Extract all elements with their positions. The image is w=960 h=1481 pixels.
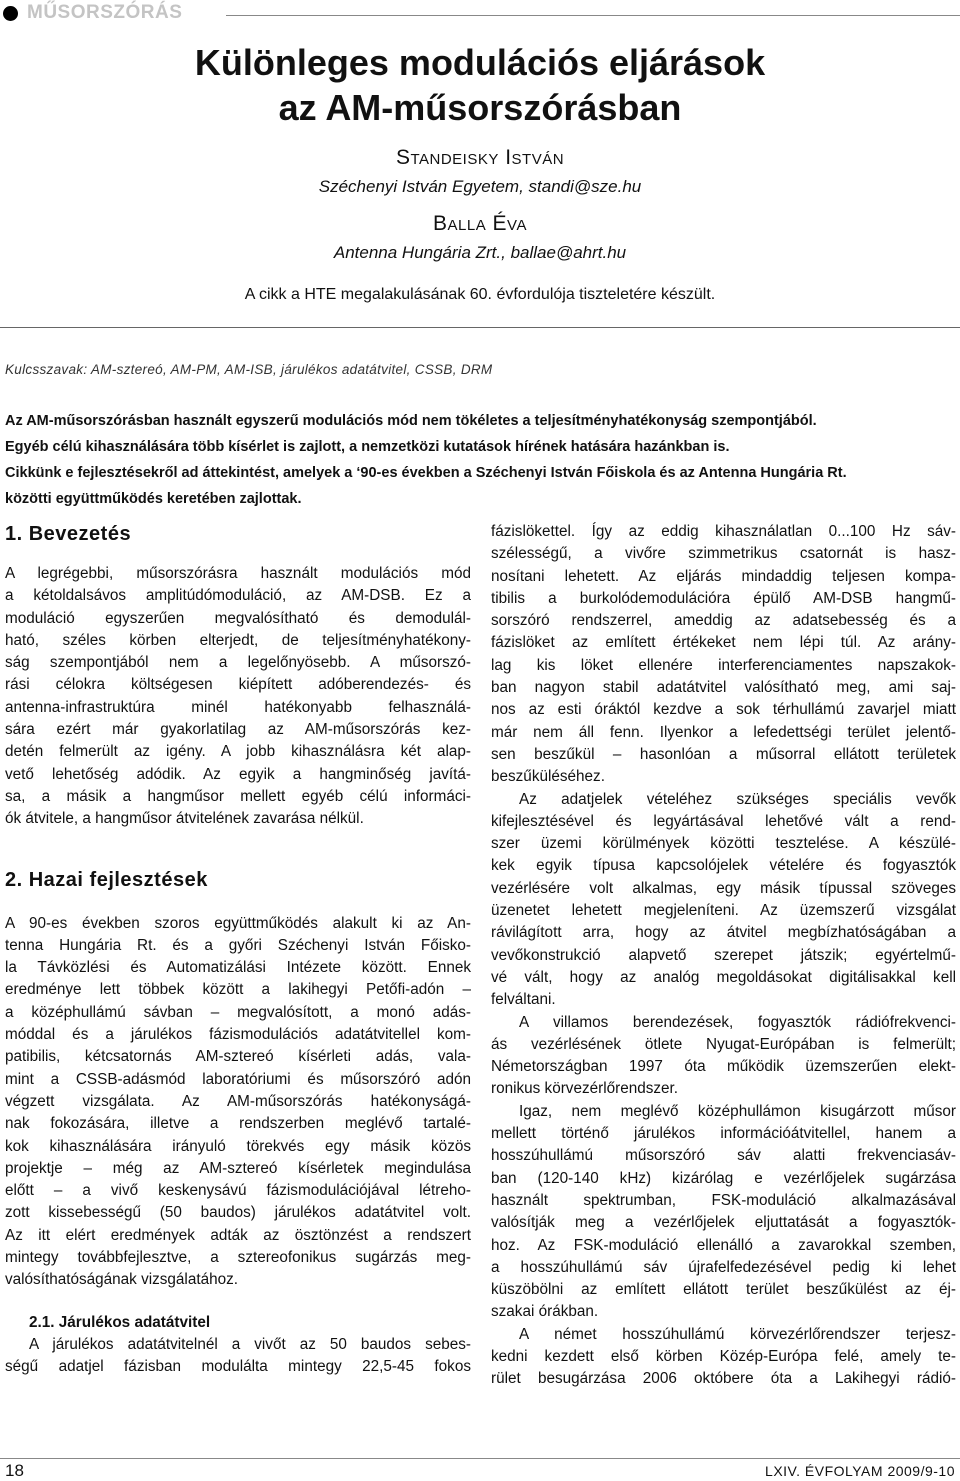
author-affiliation: Antenna Hungária Zrt., ballae@ahrt.hu [333, 243, 627, 262]
author-affiliation: Széchenyi István Egyetem, standi@sze.hu [318, 177, 642, 196]
paragraph: fázislökettel. Így az eddig kihasználatlan 0...100 Hz sáv- szélességű, a vivőre szimmetrikus csatornát is hasz- nosítani lehetett. Az eljárás mindaddig teljesen kompa- tibilis a burkolódemodulációra épülő AM-DSB hangmű- sorszóró rendszerrel, ameddig az adatsebesség és a fázislöket az említett értékeket nem lépi túl. Az arány- lag kis löket ellenére interferenciamentes napszakok- ban nagyon stabil adatátvitel valósítható meg, ami saj- nos az esti óráktól kezdve a sok térhullámú zavarjel miatt már nem áll fenn. Ilyenkor a lefedettségi terület jelentő- sen beszűkül – hasonlóan a műsorral ellátott területek beszűküléséhez. [491, 523, 956, 786]
abstract [5, 408, 955, 512]
abstract-line: közötti együttműködés keretében zajlottak. [5, 491, 302, 507]
issue-label: LXIV. ÉVFOLYAM 2009/9-10 [765, 1463, 955, 1479]
paragraph: A 90-es években szoros együttműködés alakult ki az An- tenna Hungária Rt. és a győri Széchenyi István Főisko- la Távközlési és Automatizálási Intézete között. Ennek eredménye lett többek között a lakihegyi Petőfi-adón – a középhullámú sávban – megvalósított, a monó adás- móddal és a járulékos fázismodulációs adatátvitellel kom- patibilis, kétcsatornás AM-sztereó kísérleti adás, vala- mint a CSSB-adásmód laboratóriumi és műsorszóró adón végzett vizsgálata. Az AM-műsorszórás hatékonyságá- nak fokozására, illetve a rendszerben meglévő tartalé- kok kihasználására irányuló törekvés egy másik közös projektje – még az AM-sztereó kísérletek megindulása előtt – a vivő keskenysávú fázismodulációjával létreho- zott kissebességű (50 baudos) járulékos adatátvitel volt. Az itt elért eredmények adták az ösztönzést a rendszert mintegy továbbfejlesztve, a sztereofonikus sugárzás meg- valósíthatóságának vizsgálatához. [5, 914, 471, 1289]
left-column [5, 521, 471, 1378]
paragraph: A járulékos adatátvitelnél a vivőt az 50 baudos sebes- ségű adatjel fázisban modulálta mintegy 22,5-45 fokos [5, 1335, 471, 1375]
bullet-icon [3, 6, 18, 21]
abstract-line: Cikkünk e fejlesztésekről ad áttekintést, amelyek a ‘90-es években a Széchenyi István Főiskola és az Antenna Hungária Rt. [5, 465, 847, 481]
abstract-line: Az AM-műsorszórásban használt egyszerű modulációs mód nem tökéletes a teljesítményhatékonyság szempontjából. [5, 413, 817, 429]
section-header [0, 2, 960, 26]
right-column [491, 521, 956, 1391]
section-rule [226, 15, 960, 16]
paragraph: A villamos berendezések, fogyasztók rádiófrekvenci- ás vezérlésének ötlete Nyugat-Európában is felmerült; Németországban 1997 óta működik üzemszerűen elekt- ronikus körvezérlőrendszer. [491, 1013, 956, 1098]
abstract-line: Egyéb célú kihasználására több kísérlet is zajlott, a nemzetközi kutatások hírének hatására hazánkban is. [5, 439, 730, 455]
author-name: Balla Éva [433, 212, 527, 235]
paragraph: Az adatjelek vételéhez szükséges speciális vevők kifejlesztésével és legyártásával lehetővé vált a rend- szer üzemi körülmények közötti tesztelése. A készülé- kek egyik típusa kapcsolójelek vételére és fogyasztók vezérlésére volt alkalmas, egy másik típussal szöveges üzenetet lehetett megjeleníteni. Az üzemszerű vizsgálat rávilágított arra, hogy az átvitel megbízhatóságában a vevőkonstrukció alapvető szerepet játszik; egyértelmű- vé vált, hogy az analóg megoldásokat digitálisakkal kell felváltani. [491, 790, 956, 1009]
dedication-note: A cikk a HTE megalakulásának 60. évfordulója tiszteletére készült. [244, 286, 716, 303]
author-name: Standeisky István [395, 146, 565, 169]
paragraph: Igaz, nem meglévő középhullámon kisugárzott műsor mellett történő járulékos információátvitellel, hanem a hosszúhullámú műsorszóró sáv alatti frekvenciasáv- ban (120-140 kHz) kizárólag e vezérlőjelek sugárzása használt spektrumban, FSK-moduláció alkalmazásával valósítják meg a vezérlőjelek eljuttatását a fogyasztók- hoz. Az FSK-moduláció ellenálló a zavarokkal szemben, a hosszúhullámú sáv újrafelfedezésével pedig ki lehet küszöbölni az említett ellátott terület beszűkülést az éj- szakai órákban. [491, 1102, 956, 1321]
article-title [0, 40, 960, 130]
page-number: 18 [5, 1461, 24, 1480]
subsection-heading: 2.1. Járulékos adatátvitel [29, 1313, 211, 1331]
keywords: Kulcsszavak: AM-sztereó, AM-PM, AM-ISB, járulékos adatátvitel, CSSB, DRM [5, 362, 493, 377]
footer-divider [0, 1458, 960, 1459]
section-label: MŰSORSZÓRÁS [27, 2, 183, 23]
paragraph: A német hosszúhullámú körvezérlőrendszer terjesz- kedni kezdett első körben Közép-Európa felé, amely te- rület besugárzása 2006 októbere óta a Lakihegyi rádió- [491, 1325, 956, 1388]
title-line-2: az AM-műsorszórásban [278, 87, 682, 128]
paragraph: A legrégebbi, műsorszórásra használt modulációs mód a kétoldalsávos amplitúdómoduláció, az AM-DSB. Ez a moduláció egyszerűen megvalósítható és demodulál- ható, széles körben elterjedt, de teljesítményhatékony- ság szempontjából nem a legelőnyösebb. A műsorszó- rási célokra költségesen kiépített adóberendezés- és antenna-infrastruktúra minél hatékonyabb felhasználá- sára ezért már gyakorlatilag az AM-műsorszórás kez- detén felmerült az igény. A jobb kihasználásra két alap- vető lehetőség adódik. Az egyik a hangminőség javítá- sa, a másik a hangműsor mellett egyéb célú informáci- ók átvitele, a hangműsor átvitelének zavarása nélkül. [5, 565, 471, 828]
section-heading: 1. Bevezetés [5, 523, 132, 545]
section-heading: 2. Hazai fejlesztések [5, 868, 208, 891]
title-line-1: Különleges modulációs eljárások [194, 42, 766, 83]
header-divider [0, 327, 960, 328]
